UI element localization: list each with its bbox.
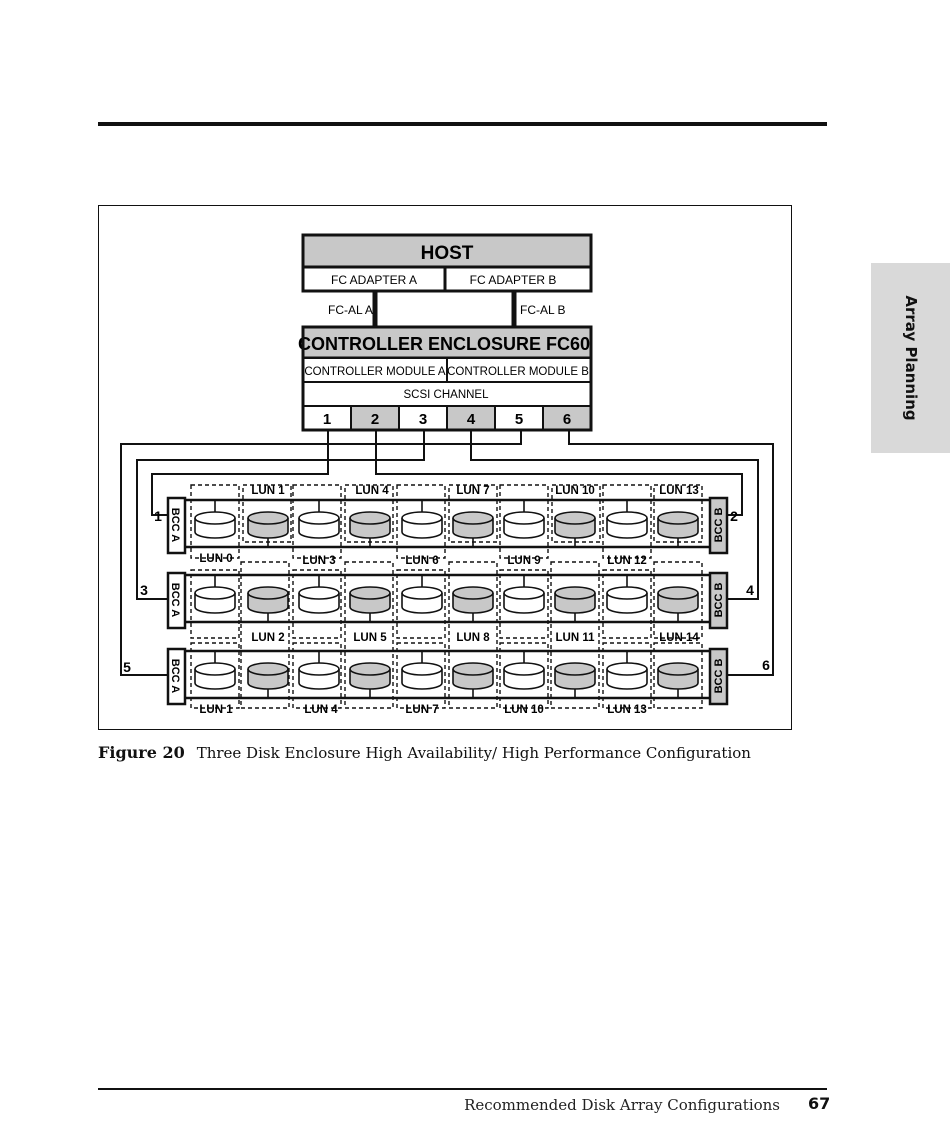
disk-drive-shaded <box>350 663 390 689</box>
disk-drive-shaded <box>248 512 288 538</box>
cable-number-right: 4 <box>746 582 754 598</box>
cable-number-right: 2 <box>730 508 738 524</box>
disk-drive <box>607 663 647 689</box>
bcc-a-label: BCC A <box>169 658 181 694</box>
lun-label: LUN 10 <box>555 485 595 497</box>
disk-drive-shaded <box>350 512 390 538</box>
lun-label: LUN 12 <box>607 555 647 567</box>
lun-label: LUN 0 <box>199 553 233 565</box>
cable-number-right: 6 <box>762 657 770 673</box>
disk-drive <box>402 587 442 613</box>
disk-drive <box>195 587 235 613</box>
disk-drive <box>607 587 647 613</box>
scsi-port-label: 5 <box>514 411 524 428</box>
bcc-a-label: BCC A <box>169 507 181 543</box>
controller-title: CONTROLLER ENCLOSURE FC60 <box>297 334 591 354</box>
fc-adapter-b-label: FC ADAPTER B <box>469 273 557 287</box>
disk-drive-shaded <box>248 663 288 689</box>
controller-module-b-label: CONTROLLER MODULE B <box>447 366 589 378</box>
page-number: 67 <box>808 1094 831 1113</box>
fcal-a-label: FC-AL A <box>328 303 373 317</box>
controller-enclosure <box>298 327 591 430</box>
lun-label: LUN 13 <box>607 704 647 716</box>
disk-drive <box>402 512 442 538</box>
figure-caption <box>98 743 751 762</box>
lun-label: LUN 6 <box>405 555 439 567</box>
bcc-b-label: BCC B <box>713 658 725 694</box>
figure-caption-text: Three Disk Enclosure High Availability/ High Performance Configuration <box>196 744 751 762</box>
disk-drive-shaded <box>555 512 595 538</box>
lun-label: LUN 3 <box>302 555 336 567</box>
lun-label: LUN 1 <box>199 704 233 716</box>
disk-drive-shaded <box>248 587 288 613</box>
lun-label: LUN 2 <box>251 632 285 644</box>
disk-drive <box>504 587 544 613</box>
figure-label: Figure 20 <box>98 743 185 762</box>
lun-label: LUN 4 <box>355 485 389 497</box>
host-block <box>303 235 591 291</box>
host-title: HOST <box>420 243 474 264</box>
lun-label: LUN 8 <box>456 632 490 644</box>
scsi-channel-ports <box>303 406 591 430</box>
lun-label: LUN 4 <box>304 704 338 716</box>
disk-enclosure-row-2 <box>140 573 754 628</box>
controller-module-a-label: CONTROLLER MODULE A <box>304 366 446 378</box>
footer-rule <box>98 1088 827 1090</box>
cable-number-left: 1 <box>154 508 162 524</box>
lun-label: LUN 5 <box>353 632 387 644</box>
disk-drive-shaded <box>453 663 493 689</box>
disk-drive <box>504 512 544 538</box>
cable-number-left: 3 <box>140 582 148 598</box>
disk-enclosure-row-3 <box>123 649 770 704</box>
lun-label: LUN 7 <box>405 704 439 716</box>
scsi-port-label: 4 <box>466 411 476 428</box>
scsi-port-label: 2 <box>370 411 380 428</box>
scsi-channel-label: SCSI CHANNEL <box>403 389 489 401</box>
disk-drive <box>195 663 235 689</box>
bcc-b-label: BCC B <box>713 582 725 618</box>
disk-drive <box>402 663 442 689</box>
lun-label: LUN 11 <box>555 632 595 644</box>
lun-label: LUN 1 <box>251 485 285 497</box>
footer-section-title: Recommended Disk Array Configurations <box>464 1096 780 1114</box>
scsi-port-label: 6 <box>562 411 572 428</box>
disk-drive-shaded <box>555 587 595 613</box>
bcc-b-label: BCC B <box>713 507 725 543</box>
disk-drive <box>504 663 544 689</box>
lun-label: LUN 7 <box>456 485 490 497</box>
disk-drive-shaded <box>658 512 698 538</box>
disk-drive-shaded <box>350 587 390 613</box>
disk-drive <box>299 663 339 689</box>
disk-drive-shaded <box>453 512 493 538</box>
lun-label: LUN 14 <box>659 632 699 644</box>
cable-number-left: 5 <box>123 659 131 675</box>
fc-adapter-a-label: FC ADAPTER A <box>330 273 418 287</box>
scsi-port-label: 1 <box>322 411 332 428</box>
disk-drive <box>607 512 647 538</box>
scsi-port-label: 3 <box>418 411 428 428</box>
disk-drive <box>299 587 339 613</box>
lun-label: LUN 9 <box>507 555 541 567</box>
fcal-b-label: FC-AL B <box>520 303 566 317</box>
lun-label: LUN 13 <box>659 485 699 497</box>
lun-label: LUN 10 <box>504 704 544 716</box>
disk-drive <box>195 512 235 538</box>
disk-drive-shaded <box>658 587 698 613</box>
disk-drive <box>299 512 339 538</box>
side-tab-label: Array Planning <box>901 295 920 421</box>
disk-drive-shaded <box>555 663 595 689</box>
disk-enclosure-rows <box>123 498 770 704</box>
disk-drive-shaded <box>658 663 698 689</box>
disk-drive-shaded <box>453 587 493 613</box>
bcc-a-label: BCC A <box>169 582 181 618</box>
channel-cable-2 <box>376 430 742 515</box>
